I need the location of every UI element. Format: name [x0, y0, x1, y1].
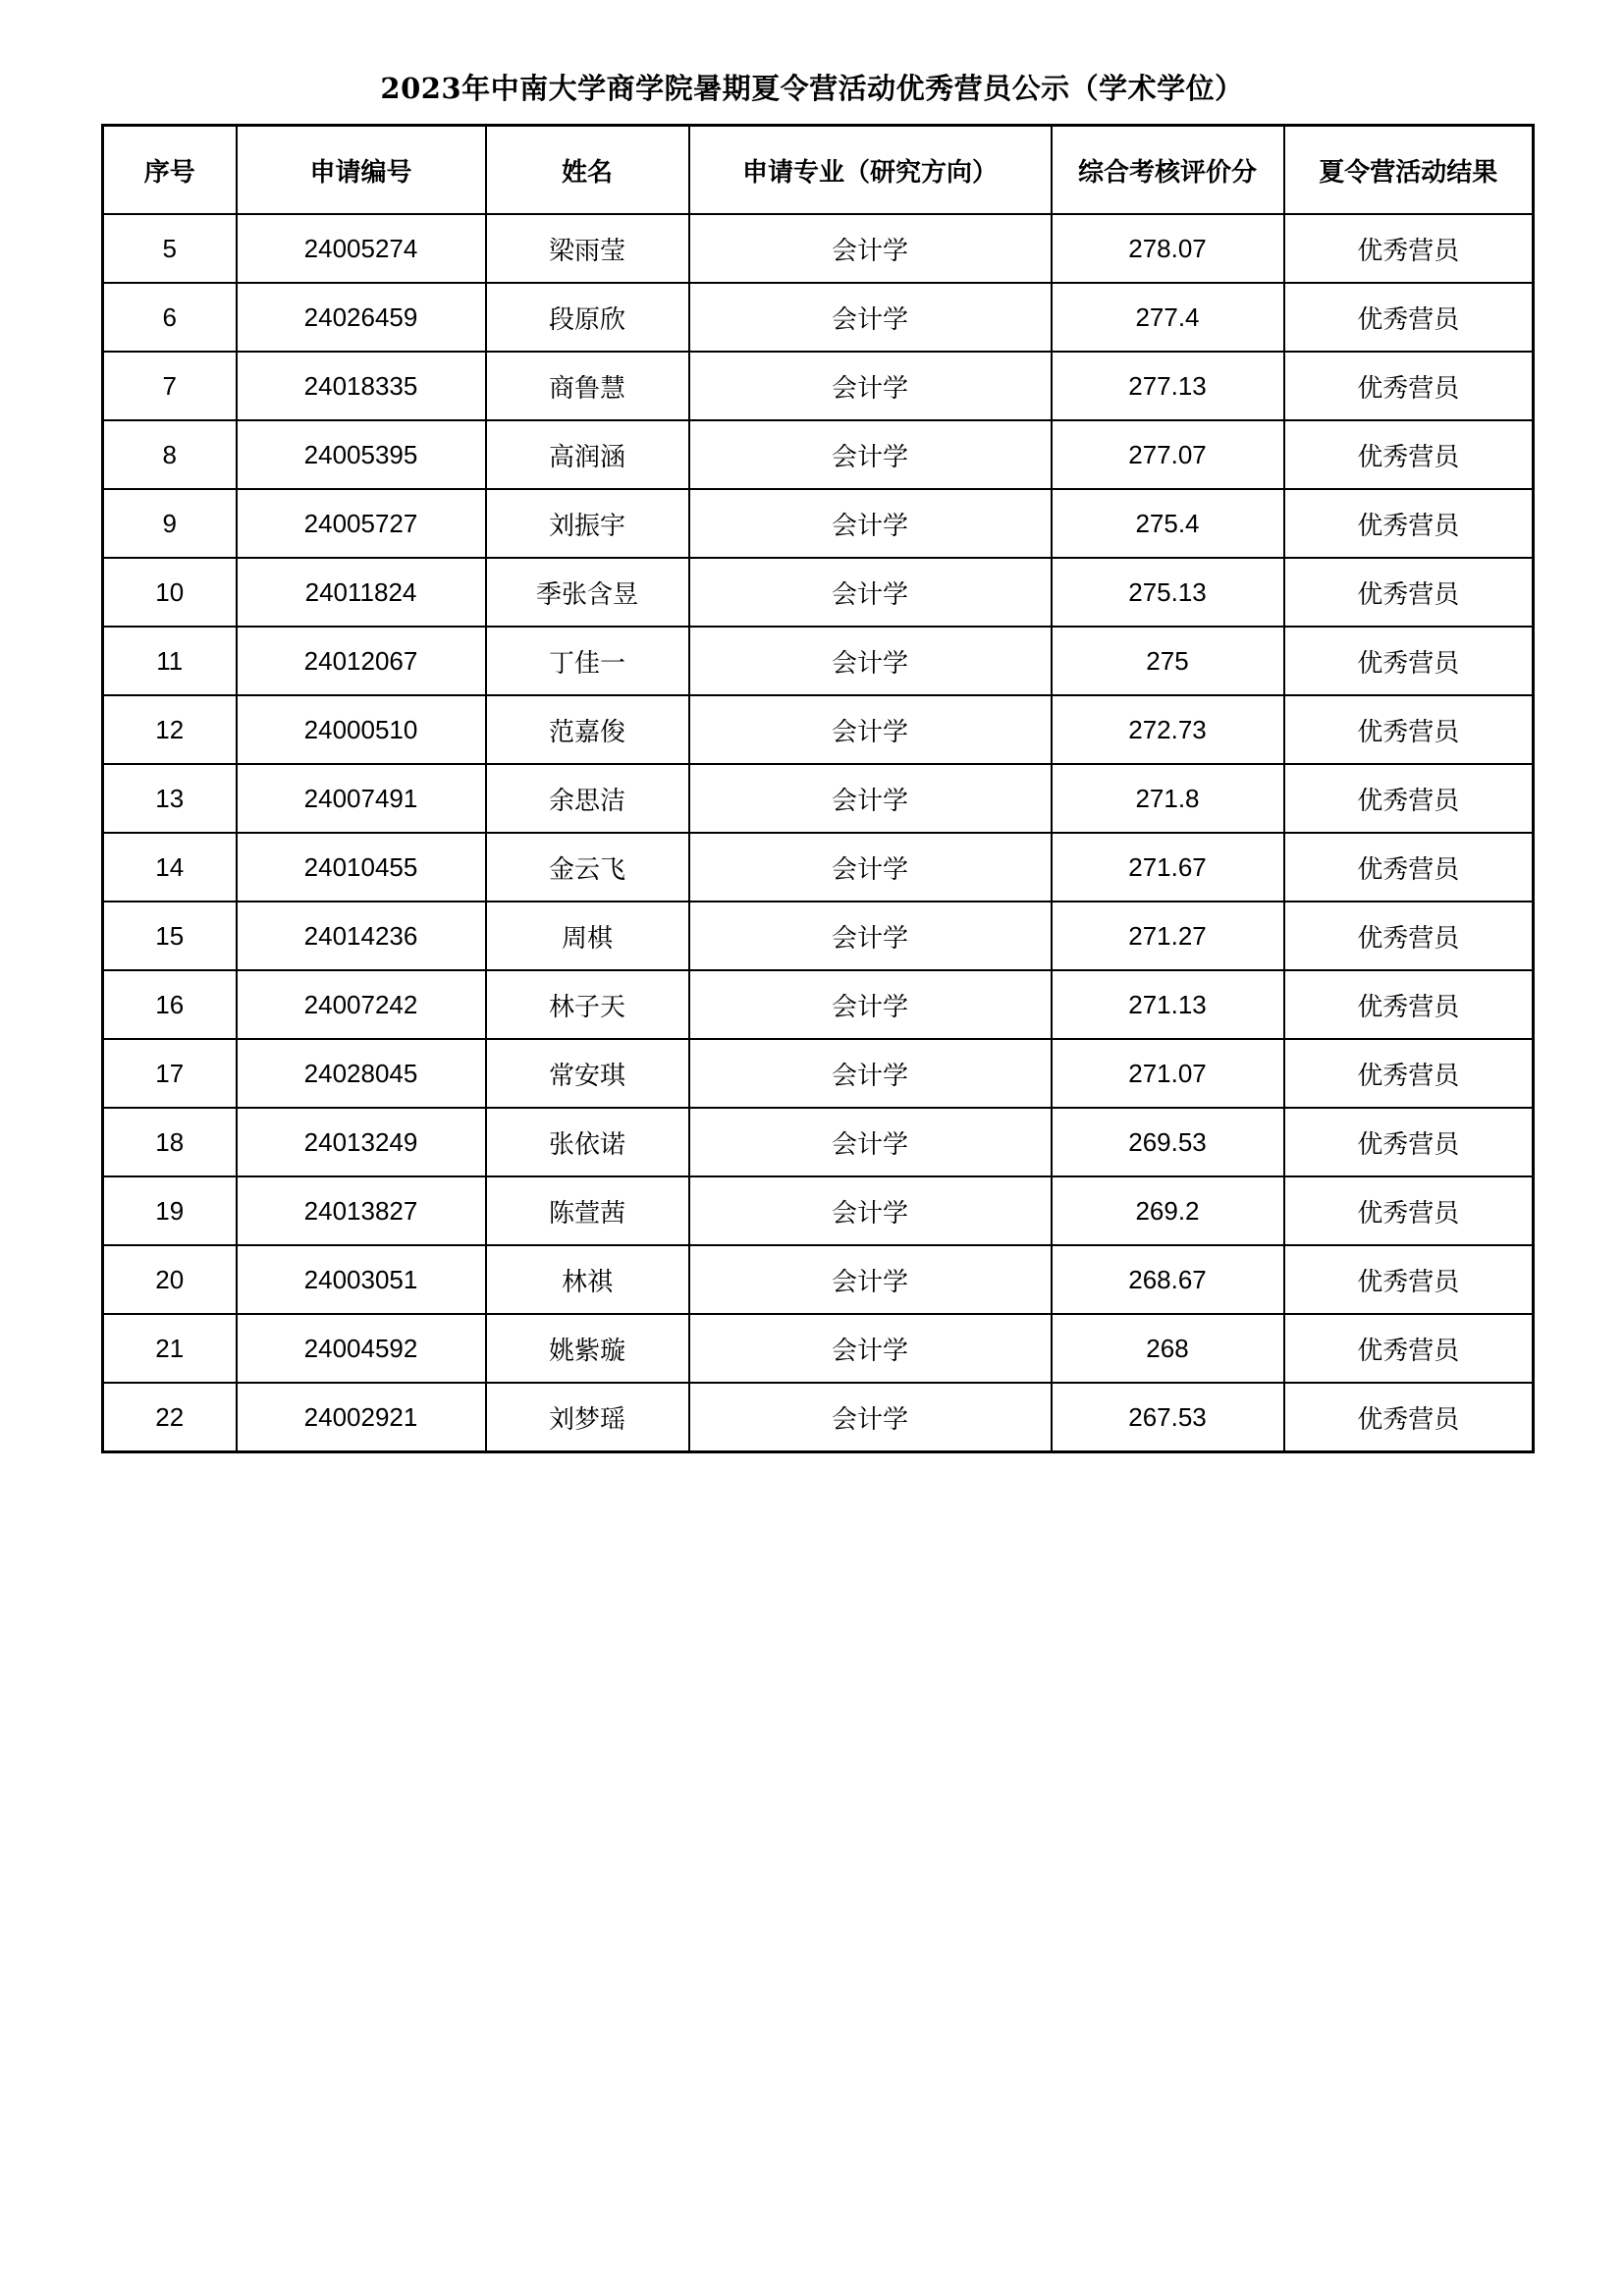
result-cell: 优秀营员	[1284, 695, 1534, 764]
score-cell: 268	[1052, 1314, 1284, 1383]
score-cell: 277.07	[1052, 420, 1284, 489]
serial-number-cell: 19	[103, 1176, 237, 1245]
major-cell: 会计学	[689, 1108, 1052, 1176]
major-cell: 会计学	[689, 1383, 1052, 1452]
serial-number-cell: 20	[103, 1245, 237, 1314]
name-cell: 段原欣	[486, 283, 689, 352]
serial-number-cell: 9	[103, 489, 237, 558]
header-name: 姓名	[486, 126, 689, 215]
table-row	[103, 1108, 1534, 1176]
serial-number-cell: 10	[103, 558, 237, 627]
major-cell: 会计学	[689, 1314, 1052, 1383]
score-cell: 269.2	[1052, 1176, 1284, 1245]
score-cell: 269.53	[1052, 1108, 1284, 1176]
header-result: 夏令营活动结果	[1284, 126, 1534, 215]
table-row	[103, 283, 1534, 352]
name-cell: 商鲁慧	[486, 352, 689, 420]
name-cell: 刘梦瑶	[486, 1383, 689, 1452]
serial-number-cell: 21	[103, 1314, 237, 1383]
score-cell: 271.13	[1052, 970, 1284, 1039]
score-cell: 267.53	[1052, 1383, 1284, 1452]
major-cell: 会计学	[689, 420, 1052, 489]
serial-number-cell: 8	[103, 420, 237, 489]
application-id-cell: 24005727	[237, 489, 486, 558]
serial-number-cell: 22	[103, 1383, 237, 1452]
application-id-cell: 24018335	[237, 352, 486, 420]
result-cell: 优秀营员	[1284, 902, 1534, 970]
major-cell: 会计学	[689, 558, 1052, 627]
result-cell: 优秀营员	[1284, 833, 1534, 902]
result-cell: 优秀营员	[1284, 1039, 1534, 1108]
header-serial-number: 序号	[103, 126, 237, 215]
name-cell: 季张含昱	[486, 558, 689, 627]
score-cell: 271.8	[1052, 764, 1284, 833]
major-cell: 会计学	[689, 214, 1052, 283]
name-cell: 林子天	[486, 970, 689, 1039]
table-row	[103, 695, 1534, 764]
score-cell: 275.4	[1052, 489, 1284, 558]
application-id-cell: 24007491	[237, 764, 486, 833]
name-cell: 丁佳一	[486, 627, 689, 695]
table-row	[103, 420, 1534, 489]
table-row	[103, 1176, 1534, 1245]
score-cell: 272.73	[1052, 695, 1284, 764]
score-cell: 277.13	[1052, 352, 1284, 420]
major-cell: 会计学	[689, 1176, 1052, 1245]
application-id-cell: 24007242	[237, 970, 486, 1039]
name-cell: 常安琪	[486, 1039, 689, 1108]
table-row	[103, 1314, 1534, 1383]
table-row	[103, 902, 1534, 970]
application-id-cell: 24014236	[237, 902, 486, 970]
header-major: 申请专业（研究方向）	[689, 126, 1052, 215]
serial-number-cell: 17	[103, 1039, 237, 1108]
result-cell: 优秀营员	[1284, 1176, 1534, 1245]
score-cell: 275	[1052, 627, 1284, 695]
table-body	[103, 214, 1534, 1452]
major-cell: 会计学	[689, 902, 1052, 970]
result-cell: 优秀营员	[1284, 1383, 1534, 1452]
serial-number-cell: 7	[103, 352, 237, 420]
score-cell: 271.27	[1052, 902, 1284, 970]
name-cell: 梁雨莹	[486, 214, 689, 283]
result-cell: 优秀营员	[1284, 352, 1534, 420]
application-id-cell: 24005395	[237, 420, 486, 489]
result-cell: 优秀营员	[1284, 970, 1534, 1039]
application-id-cell: 24000510	[237, 695, 486, 764]
name-cell: 张依诺	[486, 1108, 689, 1176]
table-row	[103, 1383, 1534, 1452]
serial-number-cell: 11	[103, 627, 237, 695]
major-cell: 会计学	[689, 695, 1052, 764]
table-row	[103, 352, 1534, 420]
application-id-cell: 24013827	[237, 1176, 486, 1245]
table-header-row	[103, 126, 1534, 215]
score-cell: 277.4	[1052, 283, 1284, 352]
table-row	[103, 833, 1534, 902]
page-title: 2023年中南大学商学院暑期夏令营活动优秀营员公示（学术学位）	[380, 72, 1244, 105]
serial-number-cell: 16	[103, 970, 237, 1039]
serial-number-cell: 18	[103, 1108, 237, 1176]
table-row	[103, 1039, 1534, 1108]
name-cell: 姚紫璇	[486, 1314, 689, 1383]
application-id-cell: 24004592	[237, 1314, 486, 1383]
result-cell: 优秀营员	[1284, 558, 1534, 627]
application-id-cell: 24002921	[237, 1383, 486, 1452]
score-cell: 271.67	[1052, 833, 1284, 902]
table-row	[103, 489, 1534, 558]
score-cell: 271.07	[1052, 1039, 1284, 1108]
result-cell: 优秀营员	[1284, 283, 1534, 352]
name-cell: 余思洁	[486, 764, 689, 833]
major-cell: 会计学	[689, 833, 1052, 902]
results-table	[101, 124, 1535, 1453]
application-id-cell: 24010455	[237, 833, 486, 902]
name-cell: 范嘉俊	[486, 695, 689, 764]
serial-number-cell: 15	[103, 902, 237, 970]
major-cell: 会计学	[689, 1039, 1052, 1108]
major-cell: 会计学	[689, 283, 1052, 352]
result-cell: 优秀营员	[1284, 627, 1534, 695]
result-cell: 优秀营员	[1284, 1314, 1534, 1383]
application-id-cell: 24005274	[237, 214, 486, 283]
serial-number-cell: 5	[103, 214, 237, 283]
serial-number-cell: 12	[103, 695, 237, 764]
application-id-cell: 24011824	[237, 558, 486, 627]
major-cell: 会计学	[689, 489, 1052, 558]
table-row	[103, 627, 1534, 695]
application-id-cell: 24012067	[237, 627, 486, 695]
score-cell: 278.07	[1052, 214, 1284, 283]
major-cell: 会计学	[689, 627, 1052, 695]
serial-number-cell: 14	[103, 833, 237, 902]
result-cell: 优秀营员	[1284, 214, 1534, 283]
name-cell: 高润涵	[486, 420, 689, 489]
major-cell: 会计学	[689, 764, 1052, 833]
name-cell: 周棋	[486, 902, 689, 970]
header-score: 综合考核评价分	[1052, 126, 1284, 215]
name-cell: 刘振宇	[486, 489, 689, 558]
table-row	[103, 214, 1534, 283]
major-cell: 会计学	[689, 352, 1052, 420]
serial-number-cell: 13	[103, 764, 237, 833]
application-id-cell: 24028045	[237, 1039, 486, 1108]
major-cell: 会计学	[689, 1245, 1052, 1314]
result-cell: 优秀营员	[1284, 764, 1534, 833]
major-cell: 会计学	[689, 970, 1052, 1039]
table-row	[103, 558, 1534, 627]
result-cell: 优秀营员	[1284, 1245, 1534, 1314]
serial-number-cell: 6	[103, 283, 237, 352]
score-cell: 268.67	[1052, 1245, 1284, 1314]
result-cell: 优秀营员	[1284, 489, 1534, 558]
table-row	[103, 1245, 1534, 1314]
table-row	[103, 970, 1534, 1039]
name-cell: 陈萱茜	[486, 1176, 689, 1245]
name-cell: 林祺	[486, 1245, 689, 1314]
header-application-id: 申请编号	[237, 126, 486, 215]
name-cell: 金云飞	[486, 833, 689, 902]
application-id-cell: 24013249	[237, 1108, 486, 1176]
table-row	[103, 764, 1534, 833]
application-id-cell: 24003051	[237, 1245, 486, 1314]
score-cell: 275.13	[1052, 558, 1284, 627]
result-cell: 优秀营员	[1284, 420, 1534, 489]
result-cell: 优秀营员	[1284, 1108, 1534, 1176]
application-id-cell: 24026459	[237, 283, 486, 352]
